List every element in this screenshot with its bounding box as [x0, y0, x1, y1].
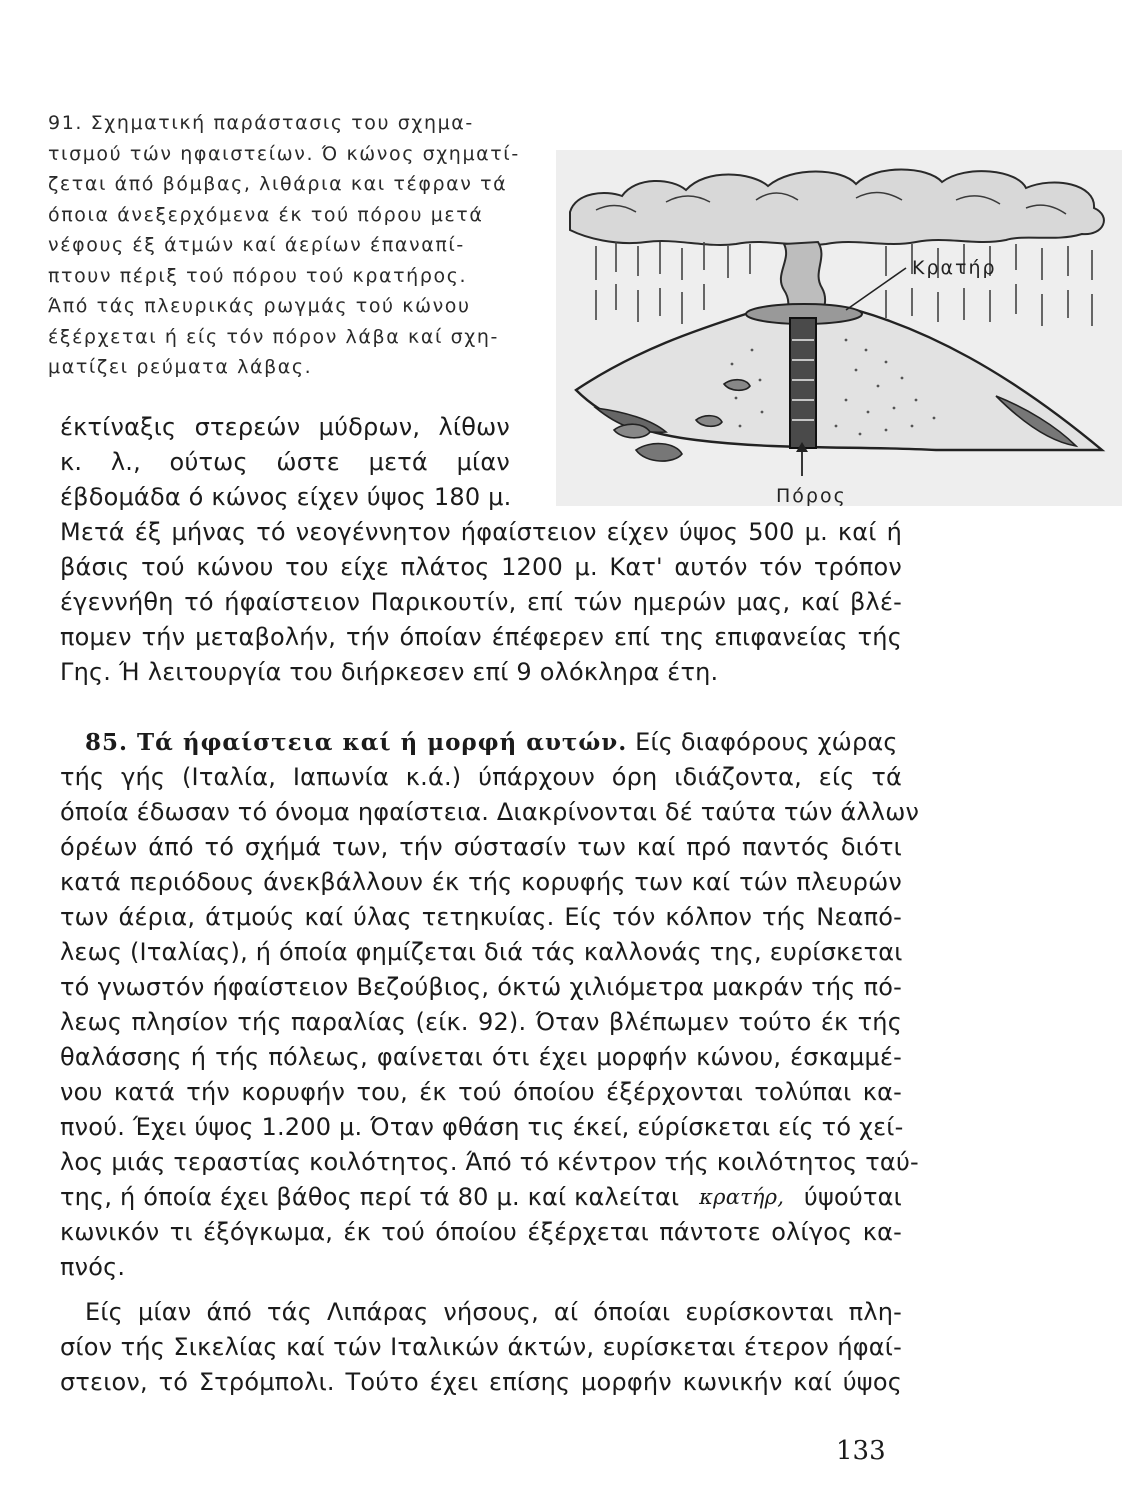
paragraph-wide	[60, 515, 902, 690]
text-line: τής γής (Ιταλία, Ιαπωνία κ.ά.) ύπάρχουν όρη ιδιάζοντα, είς τά	[60, 763, 902, 791]
text-line: νου κατά τήν κορυφήν του, έκ τού όποίου έξέρχονται τολύπαι κα-	[60, 1078, 902, 1106]
crater-pointer	[846, 268, 906, 310]
text-line: όρέων άπό τό σχήμά των, τήν σύστασίν των καί πρό παντός διότι	[60, 833, 902, 861]
text-line: πνός.	[60, 1253, 126, 1281]
lava-bomb	[636, 444, 682, 461]
text-line: Μετά έξ μήνας τό νεογέννητον ήφαίστειον είχεν ύψος 500 μ. καί ή	[60, 518, 902, 546]
caption-line: τισμού τών ηφαιστείων. Ό κώνος σχηματί-	[48, 142, 520, 165]
text-line: έβδομάδα ό κώνος είχεν ύψος 180 μ.	[60, 483, 512, 511]
caption-line: πτουν πέριξ τού πόρου τού κρατήρος.	[48, 264, 468, 287]
text-line: κατά περιόδους άνεκβάλλουν έκ τής κορυφής των καί τών πλευρών	[60, 868, 902, 896]
text-line: βάσις τού κώνου του είχε πλάτος 1200 μ. Κατ' αυτόν τόν τρόπον	[60, 553, 902, 581]
figure-caption	[48, 108, 518, 383]
volcanic-conduit	[790, 318, 816, 448]
paragraph-narrow	[60, 410, 510, 515]
section-first-line	[60, 725, 902, 760]
text-line: των άέρια, άτμούς καί ύλας τετηκυίας. Είς τόν κόλπον τής Νεαπό-	[60, 903, 902, 931]
text-line: κ. λ., ούτως ώστε μετά μίαν	[60, 448, 510, 476]
text-line: λεως (Ιταλίας), ή όποία φημίζεται διά τάς καλλονάς της, ευρίσκεται	[60, 938, 903, 966]
caption-line: ζεται άπό βόμβας, λιθάρια και τέφραν τά	[48, 173, 508, 195]
caption-line: Άπό τάς πλευρικάς ρωγμάς τού κώνου	[48, 295, 471, 317]
crater-line-post: ύψούται	[803, 1183, 902, 1211]
caption-line: όποια άνεξερχόμενα έκ τού πόρου μετά	[48, 203, 484, 226]
lava-bomb	[614, 424, 650, 438]
eruption-cloud	[570, 170, 1104, 245]
section-heading: 85. Τά ήφαίστεια καί ή μορφή αυτών.	[85, 729, 628, 756]
page-number: 133	[836, 1436, 886, 1466]
text-line: πομεν τήν μεταβολήν, τήν όποίαν έπέφερεν επί της επιφανείας τής	[60, 623, 902, 651]
caption-line: έξέρχεται ή είς τόν πόρον λάβα καί σχη-	[48, 325, 499, 348]
text-line: στειον, τό Στρόμπολι. Τούτο έχει επίσης μορφήν κωνικήν καί ύψος	[60, 1368, 902, 1396]
text-line: λεως πλησίον τής παραλίας (είκ. 92). Όταν βλέπωμεν τούτο έκ τής	[60, 1008, 902, 1036]
text-line: λος μιάς τεραστίας κοιλότητος. Άπό τό κέντρον τής κοιλότητος ταύ-	[60, 1148, 919, 1176]
text-line: κωνικόν τι έξόγκωμα, έκ τού όποίου έξέρχεται πάντοτε ολίγος κα-	[60, 1218, 902, 1246]
caption-line: 91. Σχηματική παράστασις του σχημα-	[48, 112, 474, 134]
caption-line: ματίζει ρεύματα λάβας.	[48, 356, 313, 378]
text-line: έγεννήθη τό ήφαίστειον Παρικουτίν, επί τών ημερών μας, καί βλέ-	[60, 588, 902, 616]
caption-line: νέφους έξ άτμών καί άερίων έπαναπί-	[48, 234, 465, 256]
paragraph-stromboli	[60, 1295, 902, 1400]
text-line: θαλάσσης ή τής πόλεως, φαίνεται ότι έχει μορφήν κώνου, έσκαμμέ-	[60, 1043, 902, 1071]
text-line: Είς μίαν άπό τάς Λιπάρας νήσους, αί όποίαι ευρίσκονται πλη-	[85, 1298, 902, 1326]
text-line-crater	[60, 1180, 902, 1215]
text-line: Γης. Ή λειτουργία του διήρκεσεν επί 9 ολόκληρα έτη.	[60, 658, 719, 686]
pore-label: Πόρος	[776, 485, 847, 506]
section-85	[60, 725, 920, 1285]
crater-label: Κρατήρ	[912, 257, 997, 279]
text-line: τό γνωστόν ήφαίστειον Βεζούβιος, όκτώ χιλιόμετρα μακράν τής πό-	[60, 973, 902, 1001]
volcano-illustration	[556, 150, 1122, 506]
text-line: όποία έδωσαν τό όνομα ηφαίστεια. Διακρίνονται δέ ταύτα τών άλλων	[60, 798, 920, 826]
crater-term: κρατήρ,	[699, 1185, 785, 1209]
text-line: πνού. Έχει ύψος 1.200 μ. Όταν φθάση τις έκεί, εύρίσκεται είς τό χεί-	[60, 1113, 904, 1141]
text-line: σίον τής Σικελίας καί τών Ιταλικών άκτών, ευρίσκεται έτερον ήφαί-	[60, 1333, 902, 1361]
section-first-line-rest: Είς διαφόρους χώρας	[635, 728, 898, 756]
crater-line-pre: της, ή όποία έχει βάθος περί τά 80 μ. καί καλείται	[60, 1183, 680, 1211]
volcano-diagram-svg	[556, 150, 1122, 506]
text-line: έκτίναξις στερεών μύδρων, λίθων	[60, 413, 510, 441]
